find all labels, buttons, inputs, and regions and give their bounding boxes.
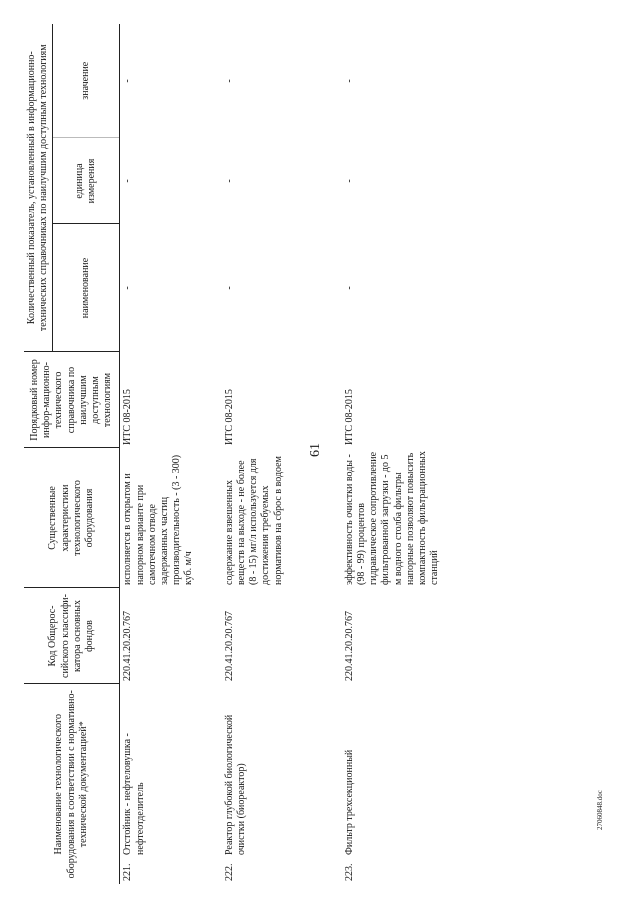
document-id: 27060848.doc xyxy=(596,790,604,830)
subheader-unit: единица измерения xyxy=(53,138,120,224)
row-its-number: ИТС 08-2015 xyxy=(223,389,235,445)
row-characteristics: исполняется в открытом и напорном варианте при самотечном отводе задержанных частиц производительность - (3 - 300) куб. м/ч xyxy=(122,454,195,585)
row-q-name: - xyxy=(122,286,134,290)
header-name: Наименование технологического оборудования в соответствии с нормативно-технической документацией* xyxy=(24,684,120,884)
row-characteristics: эффективность очистки воды - (98 - 99) процентов гидравлическое сопротивление фильтрованной загрузки - до 5 м водного столба фильтры напорные позволяют повысить компактность фильтрационных станций xyxy=(343,451,441,585)
row-q-unit: - xyxy=(122,179,134,183)
row-equipment-name: Отстойник - нефтеловушка - нефтеотделитель xyxy=(122,733,146,855)
row-number: 222. xyxy=(223,863,235,881)
table-row xyxy=(120,24,222,884)
page-number: 61 xyxy=(308,443,323,457)
row-its-number: ИТС 08-2015 xyxy=(122,389,134,445)
header-its-number: Порядковый номер инфор-мационно-технического справочника по наилучшим доступным технологиям xyxy=(24,352,120,448)
row-q-name: - xyxy=(343,286,355,290)
row-q-unit: - xyxy=(223,179,235,183)
row-number: 223. xyxy=(343,863,355,881)
header-quantitative-indicator: Количественный показатель, установленный в информационно-технических справочниках по наилучшим доступным технологиям xyxy=(24,24,53,352)
subheader-name: наименование xyxy=(53,224,120,352)
row-q-value: - xyxy=(122,79,134,83)
row-code: 220.41.20.20.767 xyxy=(122,611,134,681)
row-number: 221. xyxy=(122,863,134,881)
row-name-cell xyxy=(342,684,542,884)
table-row xyxy=(342,24,542,884)
equipment-table xyxy=(24,24,542,884)
row-its-number: ИТС 08-2015 xyxy=(343,389,355,445)
row-q-unit: - xyxy=(343,179,355,183)
row-name-cell xyxy=(120,684,222,884)
row-q-value: - xyxy=(343,79,355,83)
row-q-value: - xyxy=(223,79,235,83)
table-row xyxy=(222,24,342,884)
row-characteristics: содержание взвешенных веществ на выходе - не более (8 - 15) мг/л используется для достижения требуемых нормативов на сброс в водоем xyxy=(223,456,284,585)
row-equipment-name: Фильтр трехсекционный xyxy=(343,749,355,855)
header-code: Код Общерос-сийского классифи-катора основных фондов xyxy=(24,588,120,684)
subheader-value: значение xyxy=(53,24,120,138)
header-characteristics: Существенные характеристики технологического оборудования xyxy=(24,448,120,588)
row-q-name: - xyxy=(223,286,235,290)
row-name-cell xyxy=(222,684,342,884)
row-equipment-name: Реактор глубокой биологической очистки (биореактор) xyxy=(223,714,248,855)
row-code: 220.41.20.20.767 xyxy=(223,611,235,681)
table-header-row xyxy=(24,24,53,884)
row-code: 220.41.20.20.767 xyxy=(343,611,355,681)
